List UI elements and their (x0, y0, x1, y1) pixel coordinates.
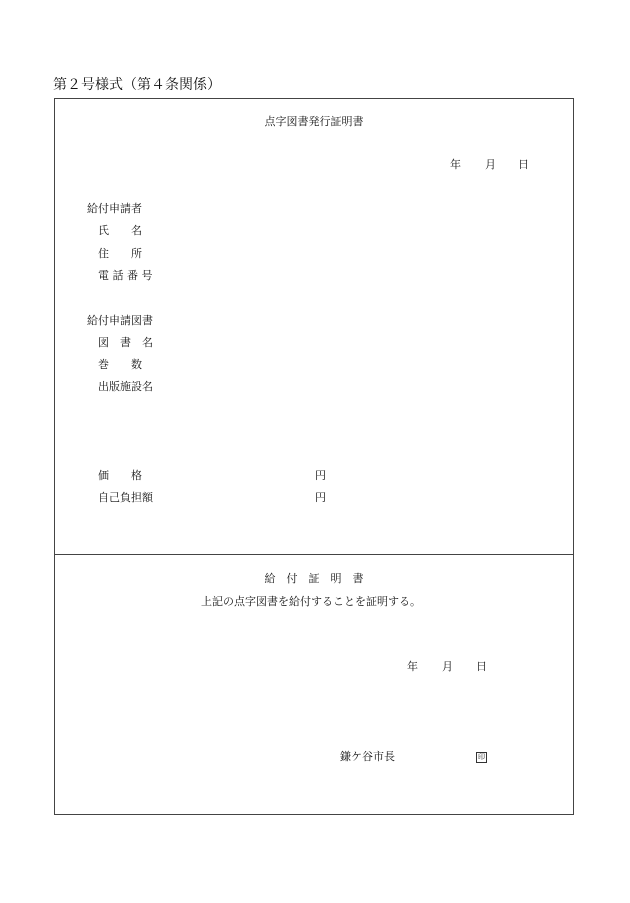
certificate-title: 点字図書発行証明書 (264, 115, 364, 128)
section-divider (54, 554, 574, 555)
price-label: 価 格 (98, 469, 142, 482)
price-unit: 円 (315, 469, 326, 482)
seal-mark: 印 (478, 753, 485, 761)
date-day-label: 日 (518, 158, 529, 171)
issue-date-month-label: 月 (442, 660, 453, 673)
book-publisher-label: 出版施設名 (98, 380, 153, 393)
issue-date-day-label: 日 (476, 660, 487, 673)
issue-date-year-label: 年 (407, 660, 418, 673)
date-month-label: 月 (485, 158, 496, 171)
issuer-mayor: 鎌ケ谷市長 (340, 750, 395, 763)
benefit-certificate-title: 給 付 証 明 書 (264, 572, 364, 585)
book-heading: 給付申請図書 (87, 314, 153, 327)
form-number-caption: 第２号様式（第４条関係） (53, 77, 221, 93)
copay-label: 自己負担額 (98, 491, 153, 504)
applicant-address-label: 住 所 (98, 247, 142, 260)
book-volumes-label: 巻 数 (98, 358, 142, 371)
certification-statement: 上記の点字図書を給付することを証明する。 (201, 595, 421, 608)
applicant-phone-label: 電 話 番 号 (98, 269, 153, 282)
date-year-label: 年 (450, 158, 461, 171)
book-title-label: 図 書 名 (98, 336, 153, 349)
copay-unit: 円 (315, 491, 326, 504)
applicant-name-label: 氏 名 (98, 224, 142, 237)
applicant-heading: 給付申請者 (87, 202, 142, 215)
